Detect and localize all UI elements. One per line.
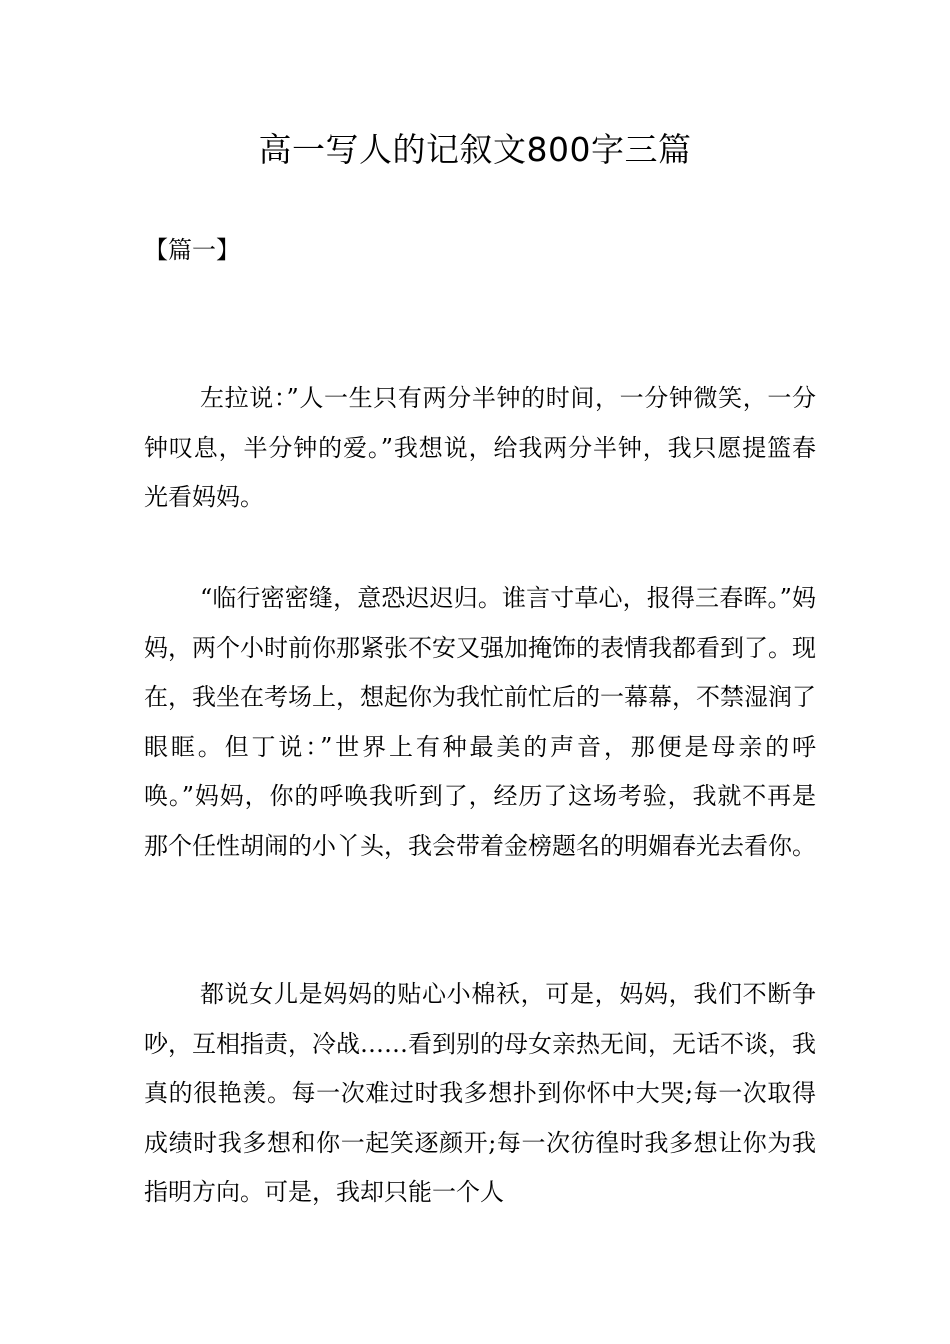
paragraph-2: “临行密密缝，意恐迟迟归。谁言寸草心，报得三春晖。”妈妈，两个小时前你那紧张不安又强加掩饰的表情我都看到了。现在，我坐在考场上，想起你为我忙前忙后的一幕幕，不禁湿润了眼眶。但丁说：”世界上有种最美的声音，那便是母亲的呼唤。”妈妈，你的呼唤我听到了，经历了这场考验，我就不再是那个任性胡闹的小丫头，我会带着金榜题名的明媚春光去看你。	[144, 584, 816, 860]
section-label: 【篇一】	[144, 236, 240, 264]
paragraph-3: 都说女儿是妈妈的贴心小棉袄，可是，妈妈，我们不断争吵，互相指责，冷战……看到别的母女亲热无间，无话不谈，我真的很艳羡。每一次难过时我多想扑到你怀中大哭;每一次取得成绩时我多想和你一起笑逐颜开;每一次彷徨时我多想让你为我指明方向。可是，我却只能一个人	[144, 980, 816, 1206]
paragraph-1: 左拉说：”人一生只有两分半钟的时间，一分钟微笑，一分钟叹息，半分钟的爱。”我想说，给我两分半钟，我只愿提篮春光看妈妈。	[144, 384, 816, 511]
document-title: 高一写人的记叙文800字三篇	[258, 130, 692, 169]
